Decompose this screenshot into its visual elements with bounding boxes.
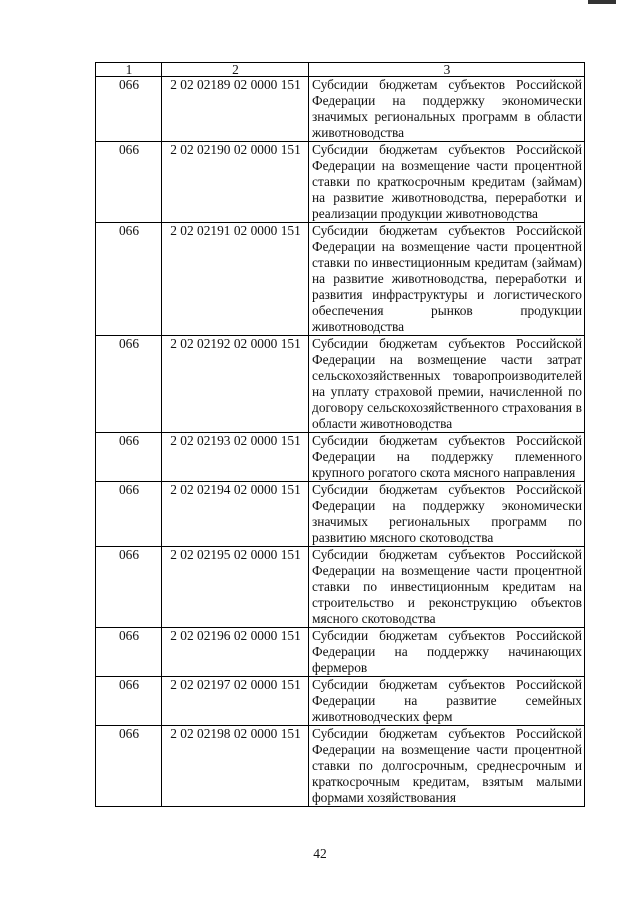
income-description: Субсидии бюджетам субъектов Российской Федерации на поддержку экономически значимых региональных программ в области животноводства (309, 77, 585, 142)
admin-code: 066 (96, 482, 162, 547)
table-row (96, 726, 585, 807)
budget-code: 2 02 02190 02 0000 151 (162, 142, 309, 223)
admin-code: 066 (96, 726, 162, 807)
page-number: 42 (313, 846, 327, 861)
budget-code: 2 02 02197 02 0000 151 (162, 677, 309, 726)
income-description: Субсидии бюджетам субъектов Российской Федерации на поддержку экономически значимых региональных программ по развитию мясного скотоводства (309, 482, 585, 547)
budget-code: 2 02 02194 02 0000 151 (162, 482, 309, 547)
income-description: Субсидии бюджетам субъектов Российской Федерации на возмещение части процентной ставки по инвестиционным кредитам (займам) на развитие животноводства, переработки и развития инфраструктуры и логистического обеспечения рынков продукции животноводства (309, 223, 585, 336)
table-row (96, 142, 585, 223)
budget-code: 2 02 02196 02 0000 151 (162, 628, 309, 677)
income-description: Субсидии бюджетам субъектов Российской Федерации на возмещение части затрат сельскохозяйственных товаропроизводителей на уплату страховой премии, начисленной по договору сельскохозяйственного страхования в области животноводства (309, 336, 585, 433)
budget-code: 2 02 02191 02 0000 151 (162, 223, 309, 336)
income-description: Субсидии бюджетам субъектов Российской Федерации на возмещение части процентной ставки по краткосрочным кредитам (займам) на развитие животноводства, переработки и реализации продукции животноводства (309, 142, 585, 223)
income-description: Субсидии бюджетам субъектов Российской Федерации на развитие семейных животноводческих ферм (309, 677, 585, 726)
admin-code: 066 (96, 142, 162, 223)
budget-code: 2 02 02193 02 0000 151 (162, 433, 309, 482)
admin-code: 066 (96, 547, 162, 628)
budget-code: 2 02 02189 02 0000 151 (162, 77, 309, 142)
budget-code: 2 02 02198 02 0000 151 (162, 726, 309, 807)
table-row (96, 433, 585, 482)
admin-code: 066 (96, 223, 162, 336)
budget-code: 2 02 02195 02 0000 151 (162, 547, 309, 628)
column-header-2: 2 (162, 63, 309, 77)
income-description: Субсидии бюджетам субъектов Российской Федерации на возмещение части процентной ставки по инвестиционным кредитам на строительство и реконструкцию объектов мясного скотоводства (309, 547, 585, 628)
table-row (96, 336, 585, 433)
table-row (96, 482, 585, 547)
admin-code: 066 (96, 77, 162, 142)
admin-code: 066 (96, 336, 162, 433)
admin-code: 066 (96, 433, 162, 482)
income-description: Субсидии бюджетам субъектов Российской Федерации на возмещение части процентной ставки по долгосрочным, среднесрочным и краткосрочным кредитам, взятым малыми формами хозяйствования (309, 726, 585, 807)
admin-code: 066 (96, 677, 162, 726)
table-row (96, 77, 585, 142)
scan-mark (588, 0, 616, 4)
column-header-1: 1 (96, 63, 162, 77)
income-description: Субсидии бюджетам субъектов Российской Федерации на поддержку начинающих фермеров (309, 628, 585, 677)
table-row (96, 628, 585, 677)
table-row (96, 677, 585, 726)
column-header-3: 3 (309, 63, 585, 77)
income-description: Субсидии бюджетам субъектов Российской Федерации на поддержку племенного крупного рогатого скота мясного направления (309, 433, 585, 482)
budget-classification-table (95, 62, 585, 807)
budget-code: 2 02 02192 02 0000 151 (162, 336, 309, 433)
admin-code: 066 (96, 628, 162, 677)
table-row (96, 223, 585, 336)
table-row (96, 547, 585, 628)
header-row (96, 63, 585, 77)
